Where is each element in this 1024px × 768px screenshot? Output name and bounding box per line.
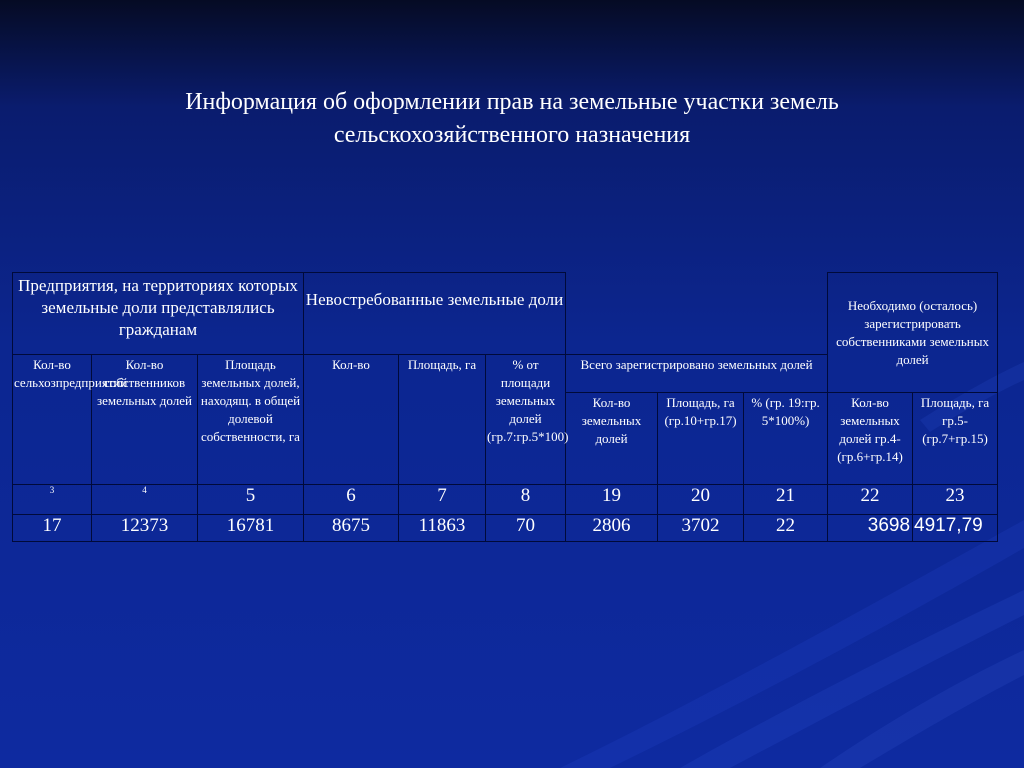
- land-rights-table: [12, 272, 998, 542]
- col-unclaimed-percent: % от площади земельных долей (гр.7:гр.5*100): [486, 355, 566, 485]
- column-number: 20: [658, 485, 744, 515]
- cell-unclaimed-count: 8675: [304, 515, 399, 542]
- col-registered-area: Площадь, га (гр.10+гр.17): [658, 393, 744, 485]
- column-number: 8: [486, 485, 566, 515]
- column-number: 21: [744, 485, 828, 515]
- data-row: [13, 515, 998, 542]
- cell-unclaimed-percent: 70: [486, 515, 566, 542]
- column-number: 6: [304, 485, 399, 515]
- cell-registered-count: 2806: [566, 515, 658, 542]
- header-needed-registration: Необходимо (осталось) зарегистрировать собственниками земельных долей: [828, 273, 998, 393]
- column-number: 5: [198, 485, 304, 515]
- column-number: 7: [399, 485, 486, 515]
- cell-needed-count: 3698: [828, 515, 913, 542]
- cell-registered-percent: 22: [744, 515, 828, 542]
- col-unclaimed-area: Площадь, га: [399, 355, 486, 485]
- slide-title-line-1: Информация об оформлении прав на земельные участки земель: [185, 89, 839, 115]
- header-registered-total: Всего зарегистрировано земельных долей: [566, 355, 828, 393]
- col-registered-percent: % (гр. 19:гр. 5*100%): [744, 393, 828, 485]
- cell-needed-area: 4917,79: [913, 515, 998, 542]
- cell-unclaimed-area: 11863: [399, 515, 486, 542]
- column-number: 3: [13, 485, 92, 515]
- slide-title-line-2: сельскохозяйственного назначения: [333, 122, 691, 148]
- column-number: 23: [913, 485, 998, 515]
- col-needed-area: Площадь, га гр.5-(гр.7+гр.15): [913, 393, 998, 485]
- header-row-1: [13, 273, 998, 355]
- cell-enterprises-count: 17: [13, 515, 92, 542]
- column-number: 4: [92, 485, 198, 515]
- col-area-shares: Площадь земельных долей, находящ. в общей долевой собственности, га: [198, 355, 304, 485]
- header-enterprises: Предприятия, на территориях которых земельные доли представлялись гражданам: [13, 273, 304, 355]
- col-enterprises-count: Кол-во сельхозпредприятий: [13, 355, 92, 485]
- col-unclaimed-count: Кол-во: [304, 355, 399, 485]
- header-empty: [566, 273, 828, 355]
- column-number: 19: [566, 485, 658, 515]
- cell-registered-area: 3702: [658, 515, 744, 542]
- column-number: 22: [828, 485, 913, 515]
- col-needed-count: Кол-во земельных долей гр.4-(гр.6+гр.14): [828, 393, 913, 485]
- column-numbers-row: [13, 485, 998, 515]
- col-registered-count: Кол-во земельных долей: [566, 393, 658, 485]
- col-owners-count: Кол-во собственников земельных долей: [92, 355, 198, 485]
- header-unclaimed-shares: Невостребованные земельные доли: [304, 273, 566, 355]
- cell-owners-count: 12373: [92, 515, 198, 542]
- slide-title: [0, 86, 1024, 152]
- cell-area-shares: 16781: [198, 515, 304, 542]
